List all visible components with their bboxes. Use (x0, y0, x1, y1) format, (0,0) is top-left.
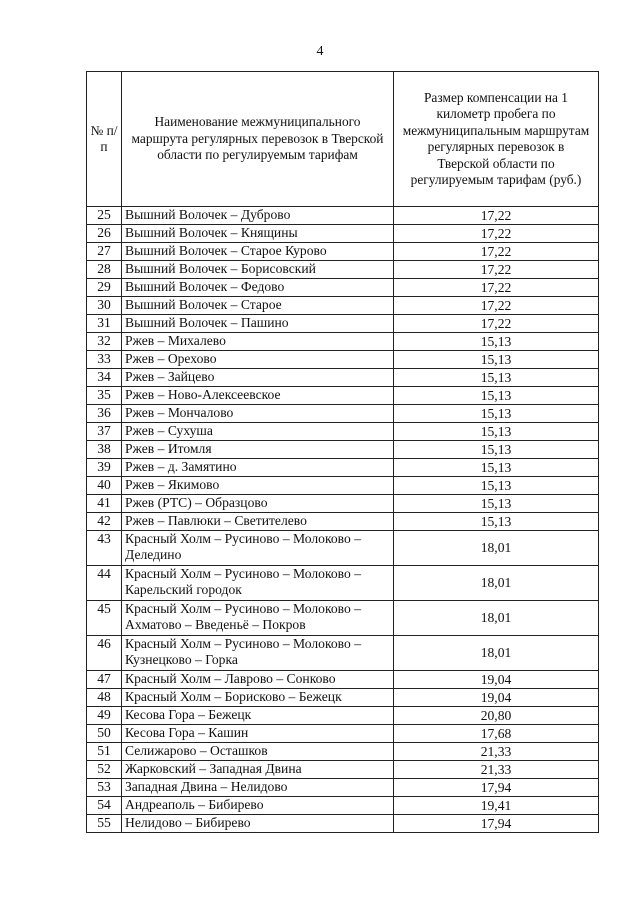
route-name: Вышний Волочек – Старое (122, 297, 394, 315)
route-name: Красный Холм – Русиново – Молоково – Деледино (122, 531, 394, 566)
row-number: 29 (87, 279, 122, 297)
compensation-value: 19,41 (394, 797, 599, 815)
row-number: 48 (87, 689, 122, 707)
compensation-value: 17,22 (394, 261, 599, 279)
row-number: 26 (87, 225, 122, 243)
compensation-value: 17,94 (394, 815, 599, 833)
route-name: Кесова Гора – Бежецк (122, 707, 394, 725)
compensation-value: 17,68 (394, 725, 599, 743)
row-number: 27 (87, 243, 122, 261)
table-row (87, 671, 599, 689)
row-number: 42 (87, 513, 122, 531)
route-name: Нелидово – Бибирево (122, 815, 394, 833)
table-row (87, 441, 599, 459)
table-row (87, 689, 599, 707)
compensation-value: 15,13 (394, 387, 599, 405)
table-row (87, 707, 599, 725)
row-number: 40 (87, 477, 122, 495)
table-row (87, 225, 599, 243)
row-number: 50 (87, 725, 122, 743)
compensation-value: 18,01 (394, 531, 599, 566)
route-name: Ржев (РТС) – Образцово (122, 495, 394, 513)
row-number: 37 (87, 423, 122, 441)
row-number: 32 (87, 333, 122, 351)
row-number: 41 (87, 495, 122, 513)
route-name: Ржев – Орехово (122, 351, 394, 369)
compensation-value: 21,33 (394, 743, 599, 761)
compensation-value: 15,13 (394, 369, 599, 387)
table-row (87, 423, 599, 441)
route-name: Ржев – Ново-Алексеевское (122, 387, 394, 405)
table-row (87, 566, 599, 601)
compensation-value: 15,13 (394, 405, 599, 423)
compensation-value: 15,13 (394, 423, 599, 441)
route-name: Ржев – Павлюки – Светителево (122, 513, 394, 531)
route-name: Ржев – Якимово (122, 477, 394, 495)
row-number: 30 (87, 297, 122, 315)
route-name: Жарковский – Западная Двина (122, 761, 394, 779)
route-name: Вышний Волочек – Княщины (122, 225, 394, 243)
row-number: 55 (87, 815, 122, 833)
row-number: 35 (87, 387, 122, 405)
row-number: 44 (87, 566, 122, 601)
row-number: 43 (87, 531, 122, 566)
compensation-value: 19,04 (394, 689, 599, 707)
route-name: Вышний Волочек – Борисовский (122, 261, 394, 279)
row-number: 28 (87, 261, 122, 279)
compensation-value: 17,22 (394, 243, 599, 261)
compensation-value: 17,22 (394, 225, 599, 243)
table-row (87, 243, 599, 261)
row-number: 46 (87, 636, 122, 671)
header-compensation: Размер компенсации на 1 километр пробега по межмуниципальным маршрутам регулярных перевозок в Тверской области по регулируемым тарифам (руб.) (394, 72, 599, 207)
route-name: Ржев – Сухуша (122, 423, 394, 441)
row-number: 33 (87, 351, 122, 369)
route-name: Красный Холм – Русиново – Молоково – Кузнецково – Горка (122, 636, 394, 671)
table-header-row (87, 72, 599, 207)
table-row (87, 636, 599, 671)
table-row (87, 261, 599, 279)
route-name: Ржев – Зайцево (122, 369, 394, 387)
row-number: 34 (87, 369, 122, 387)
compensation-value: 15,13 (394, 477, 599, 495)
compensation-value: 17,22 (394, 315, 599, 333)
table-row (87, 743, 599, 761)
route-name: Ржев – Мончалово (122, 405, 394, 423)
route-name: Вышний Волочек – Старое Курово (122, 243, 394, 261)
route-name: Ржев – Михалево (122, 333, 394, 351)
table-row (87, 369, 599, 387)
row-number: 51 (87, 743, 122, 761)
row-number: 49 (87, 707, 122, 725)
route-name: Красный Холм – Русиново – Молоково – Ахматово – Введеньё – Покров (122, 601, 394, 636)
route-name: Красный Холм – Русиново – Молоково – Карельский городок (122, 566, 394, 601)
row-number: 36 (87, 405, 122, 423)
compensation-value: 18,01 (394, 636, 599, 671)
compensation-value: 19,04 (394, 671, 599, 689)
table-body (87, 207, 599, 833)
compensation-value: 17,22 (394, 207, 599, 225)
compensation-value: 17,94 (394, 779, 599, 797)
table-row (87, 315, 599, 333)
route-name: Вышний Волочек – Федово (122, 279, 394, 297)
row-number: 31 (87, 315, 122, 333)
table-row (87, 297, 599, 315)
table-row (87, 477, 599, 495)
route-name: Вышний Волочек – Пашино (122, 315, 394, 333)
route-name: Вышний Волочек – Дуброво (122, 207, 394, 225)
route-name: Кесова Гора – Кашин (122, 725, 394, 743)
table-row (87, 333, 599, 351)
compensation-value: 18,01 (394, 601, 599, 636)
compensation-value: 18,01 (394, 566, 599, 601)
compensation-value: 15,13 (394, 441, 599, 459)
table-row (87, 725, 599, 743)
route-name: Ржев – Итомля (122, 441, 394, 459)
table-row (87, 459, 599, 477)
compensation-value: 15,13 (394, 459, 599, 477)
header-number: № п/п (87, 72, 122, 207)
table-row (87, 531, 599, 566)
page-number: 4 (316, 44, 324, 59)
table-row (87, 387, 599, 405)
compensation-value: 17,22 (394, 297, 599, 315)
route-name: Андреаполь – Бибирево (122, 797, 394, 815)
route-name: Красный Холм – Лаврово – Сонково (122, 671, 394, 689)
routes-table (86, 71, 599, 833)
route-name: Ржев – д. Замятино (122, 459, 394, 477)
table-row (87, 405, 599, 423)
route-name: Селижарово – Осташков (122, 743, 394, 761)
compensation-value: 17,22 (394, 279, 599, 297)
row-number: 38 (87, 441, 122, 459)
header-route-name: Наименование межмуниципального маршрута регулярных перевозок в Тверской области по регулируемым тарифам (122, 72, 394, 207)
table-row (87, 513, 599, 531)
route-name: Красный Холм – Борисково – Бежецк (122, 689, 394, 707)
table-row (87, 495, 599, 513)
table-row (87, 779, 599, 797)
table-row (87, 601, 599, 636)
compensation-value: 15,13 (394, 495, 599, 513)
compensation-value: 20,80 (394, 707, 599, 725)
row-number: 39 (87, 459, 122, 477)
compensation-value: 15,13 (394, 513, 599, 531)
compensation-value: 15,13 (394, 333, 599, 351)
compensation-value: 21,33 (394, 761, 599, 779)
row-number: 25 (87, 207, 122, 225)
table-row (87, 797, 599, 815)
row-number: 53 (87, 779, 122, 797)
table-row (87, 351, 599, 369)
table-row (87, 815, 599, 833)
table-row (87, 761, 599, 779)
compensation-value: 15,13 (394, 351, 599, 369)
row-number: 47 (87, 671, 122, 689)
row-number: 45 (87, 601, 122, 636)
route-name: Западная Двина – Нелидово (122, 779, 394, 797)
row-number: 52 (87, 761, 122, 779)
row-number: 54 (87, 797, 122, 815)
table-row (87, 207, 599, 225)
table-row (87, 279, 599, 297)
